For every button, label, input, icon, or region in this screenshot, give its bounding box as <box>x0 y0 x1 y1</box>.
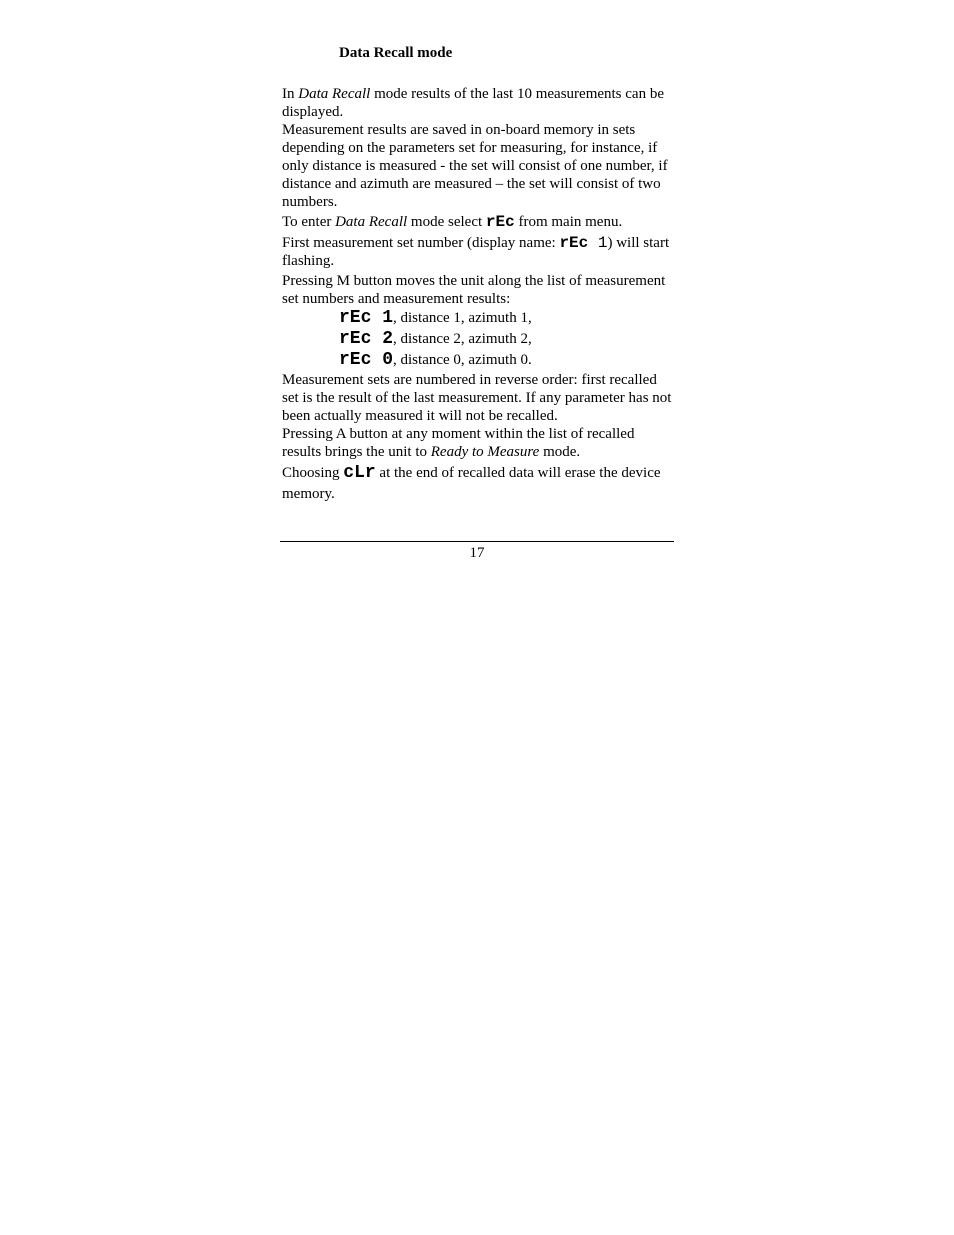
paragraph-m-button: Pressing M button moves the unit along the list of measurement set numbers and measurement results: <box>282 273 666 307</box>
text-run: In <box>282 86 299 102</box>
text-run: mode results of the last 10 measurements can be displayed. <box>282 86 664 120</box>
footer-divider <box>280 541 674 542</box>
display-code: rEc 1 <box>339 308 394 328</box>
recall-list <box>282 308 674 371</box>
text-run: at the end of recalled data will erase the device memory. <box>282 465 661 502</box>
page-number: 17 <box>469 545 485 561</box>
text-run: mode select <box>407 214 486 230</box>
list-item <box>282 329 674 350</box>
display-code: rEc 2 <box>339 329 394 349</box>
paragraph-order: Measurement sets are numbered in reverse order: first recalled set is the result of the last measurement. If any parameter has not been actually measured it will not be recalled. <box>282 372 672 424</box>
paragraph-memory: Measurement results are saved in on-board memory in sets depending on the parameters set for measuring, for instance, if only distance is measured - the set will consist of one number, if distance and azimuth are measured – the set will consist of two numbers. <box>282 122 668 210</box>
section-heading: Data Recall mode <box>339 45 453 61</box>
list-item-text: , distance 1, azimuth 1, <box>393 310 532 326</box>
text-run: First measurement set number (display name: <box>282 235 560 251</box>
body-text <box>282 85 674 505</box>
list-item-text: , distance 0, azimuth 0. <box>393 352 532 368</box>
paragraph-clear <box>282 463 674 505</box>
paragraph-enter-mode <box>282 213 674 231</box>
text-run: Choosing <box>282 465 344 481</box>
display-code: rEc <box>559 234 589 252</box>
display-code-number: 1 <box>588 234 608 252</box>
paragraph-a-button <box>282 425 674 461</box>
list-item <box>282 350 674 371</box>
mode-name: Data Recall <box>298 86 371 102</box>
paragraph-intro <box>282 85 674 121</box>
text-run: ) will start flashing. <box>282 235 670 269</box>
text-run: To enter <box>282 214 336 230</box>
display-code: rEc <box>485 213 515 231</box>
mode-name: Data Recall <box>335 214 408 230</box>
text-run: from main menu. <box>514 214 623 230</box>
list-item-text: , distance 2, azimuth 2, <box>393 331 532 347</box>
mode-name: Ready to Measure <box>430 444 540 460</box>
display-code: rEc 0 <box>339 350 394 370</box>
list-item <box>282 308 674 329</box>
display-code: cLr <box>343 463 376 483</box>
paragraph-first-set <box>282 234 674 270</box>
text-run: mode. <box>539 444 581 460</box>
text-run: Pressing A button at any moment within the list of recalled results brings the unit to <box>282 426 635 460</box>
